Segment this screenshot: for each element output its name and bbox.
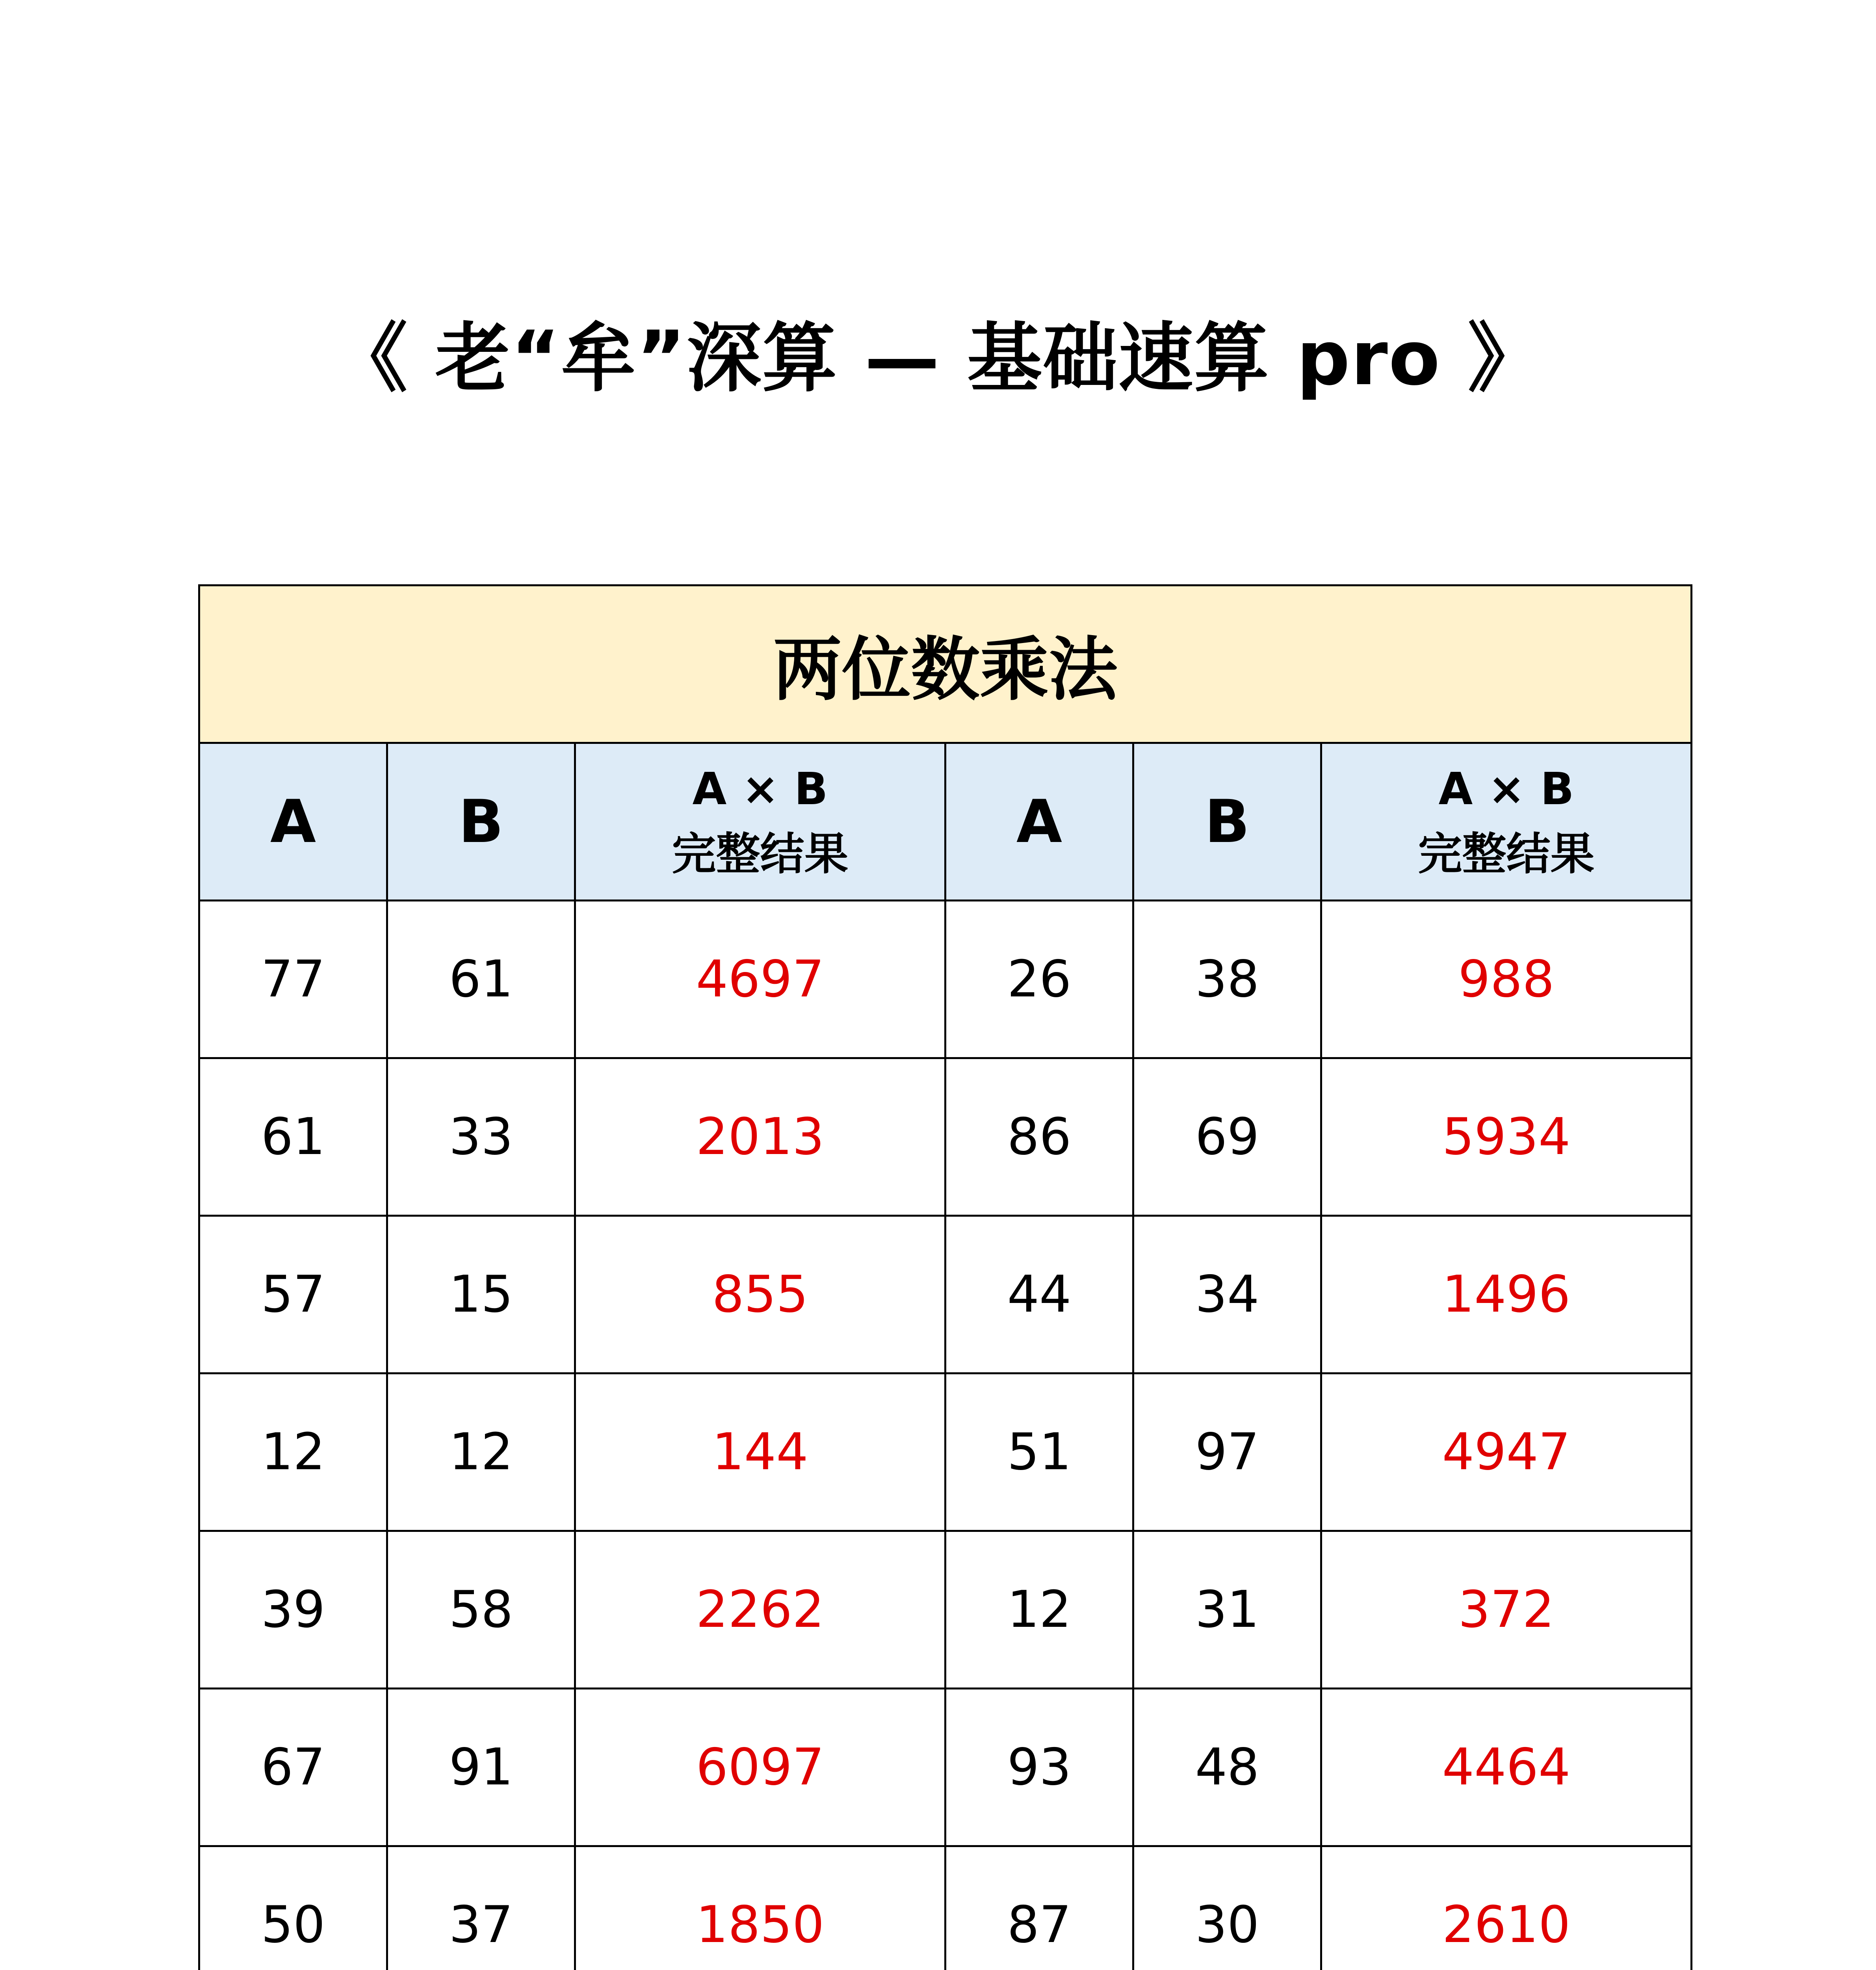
cell-a-left: 39 bbox=[199, 1531, 387, 1689]
cell-result-left: 1850 bbox=[575, 1846, 945, 1970]
cell-b-left: 61 bbox=[387, 901, 575, 1058]
cell-result-left: 855 bbox=[575, 1216, 945, 1373]
cell-b-right: 30 bbox=[1133, 1846, 1321, 1970]
header-result-line2: 完整结果 bbox=[1418, 828, 1595, 880]
cell-a-left: 61 bbox=[199, 1058, 387, 1216]
cell-a-right: 26 bbox=[945, 901, 1133, 1058]
header-result-line1: A × B bbox=[692, 763, 828, 815]
cell-result-right: 372 bbox=[1321, 1531, 1692, 1689]
cell-b-left: 33 bbox=[387, 1058, 575, 1216]
multiplication-table bbox=[198, 584, 1692, 1970]
page-title: 《 老“牟”深算 — 基础速算 pro 》 bbox=[332, 315, 1544, 402]
cell-b-left: 58 bbox=[387, 1531, 575, 1689]
cell-a-right: 12 bbox=[945, 1531, 1133, 1689]
cell-a-right: 51 bbox=[945, 1373, 1133, 1531]
cell-b-right: 34 bbox=[1133, 1216, 1321, 1373]
header-b-right: B bbox=[1133, 743, 1321, 901]
table-row bbox=[199, 1531, 1692, 1689]
cell-result-right: 2610 bbox=[1321, 1846, 1692, 1970]
table-row bbox=[199, 901, 1692, 1058]
header-result-line1: A × B bbox=[1438, 763, 1574, 815]
cell-a-right: 44 bbox=[945, 1216, 1133, 1373]
cell-result-left: 2013 bbox=[575, 1058, 945, 1216]
cell-b-left: 37 bbox=[387, 1846, 575, 1970]
cell-result-left: 144 bbox=[575, 1373, 945, 1531]
cell-result-left: 4697 bbox=[575, 901, 945, 1058]
cell-result-right: 4464 bbox=[1321, 1689, 1692, 1846]
cell-b-right: 97 bbox=[1133, 1373, 1321, 1531]
cell-a-left: 12 bbox=[199, 1373, 387, 1531]
header-a-right: A bbox=[945, 743, 1133, 901]
cell-a-left: 50 bbox=[199, 1846, 387, 1970]
cell-b-right: 31 bbox=[1133, 1531, 1321, 1689]
table-title: 两位数乘法 bbox=[199, 585, 1692, 743]
header-result-right bbox=[1321, 743, 1692, 901]
cell-b-left: 15 bbox=[387, 1216, 575, 1373]
cell-b-left: 12 bbox=[387, 1373, 575, 1531]
cell-result-left: 2262 bbox=[575, 1531, 945, 1689]
cell-b-left: 91 bbox=[387, 1689, 575, 1846]
cell-a-right: 93 bbox=[945, 1689, 1133, 1846]
table-row bbox=[199, 1846, 1692, 1970]
cell-result-right: 1496 bbox=[1321, 1216, 1692, 1373]
cell-result-right: 988 bbox=[1321, 901, 1692, 1058]
header-a-left: A bbox=[199, 743, 387, 901]
cell-result-right: 4947 bbox=[1321, 1373, 1692, 1531]
cell-a-left: 77 bbox=[199, 901, 387, 1058]
header-result-line2: 完整结果 bbox=[672, 828, 849, 880]
header-b-left: B bbox=[387, 743, 575, 901]
header-result-left bbox=[575, 743, 945, 901]
table-row bbox=[199, 1689, 1692, 1846]
table-row bbox=[199, 1373, 1692, 1531]
table-row bbox=[199, 1058, 1692, 1216]
table-row bbox=[199, 1216, 1692, 1373]
header-row bbox=[199, 743, 1692, 901]
cell-result-right: 5934 bbox=[1321, 1058, 1692, 1216]
cell-a-left: 67 bbox=[199, 1689, 387, 1846]
cell-a-right: 87 bbox=[945, 1846, 1133, 1970]
cell-a-left: 57 bbox=[199, 1216, 387, 1373]
cell-b-right: 69 bbox=[1133, 1058, 1321, 1216]
cell-b-right: 38 bbox=[1133, 901, 1321, 1058]
cell-b-right: 48 bbox=[1133, 1689, 1321, 1846]
cell-a-right: 86 bbox=[945, 1058, 1133, 1216]
cell-result-left: 6097 bbox=[575, 1689, 945, 1846]
